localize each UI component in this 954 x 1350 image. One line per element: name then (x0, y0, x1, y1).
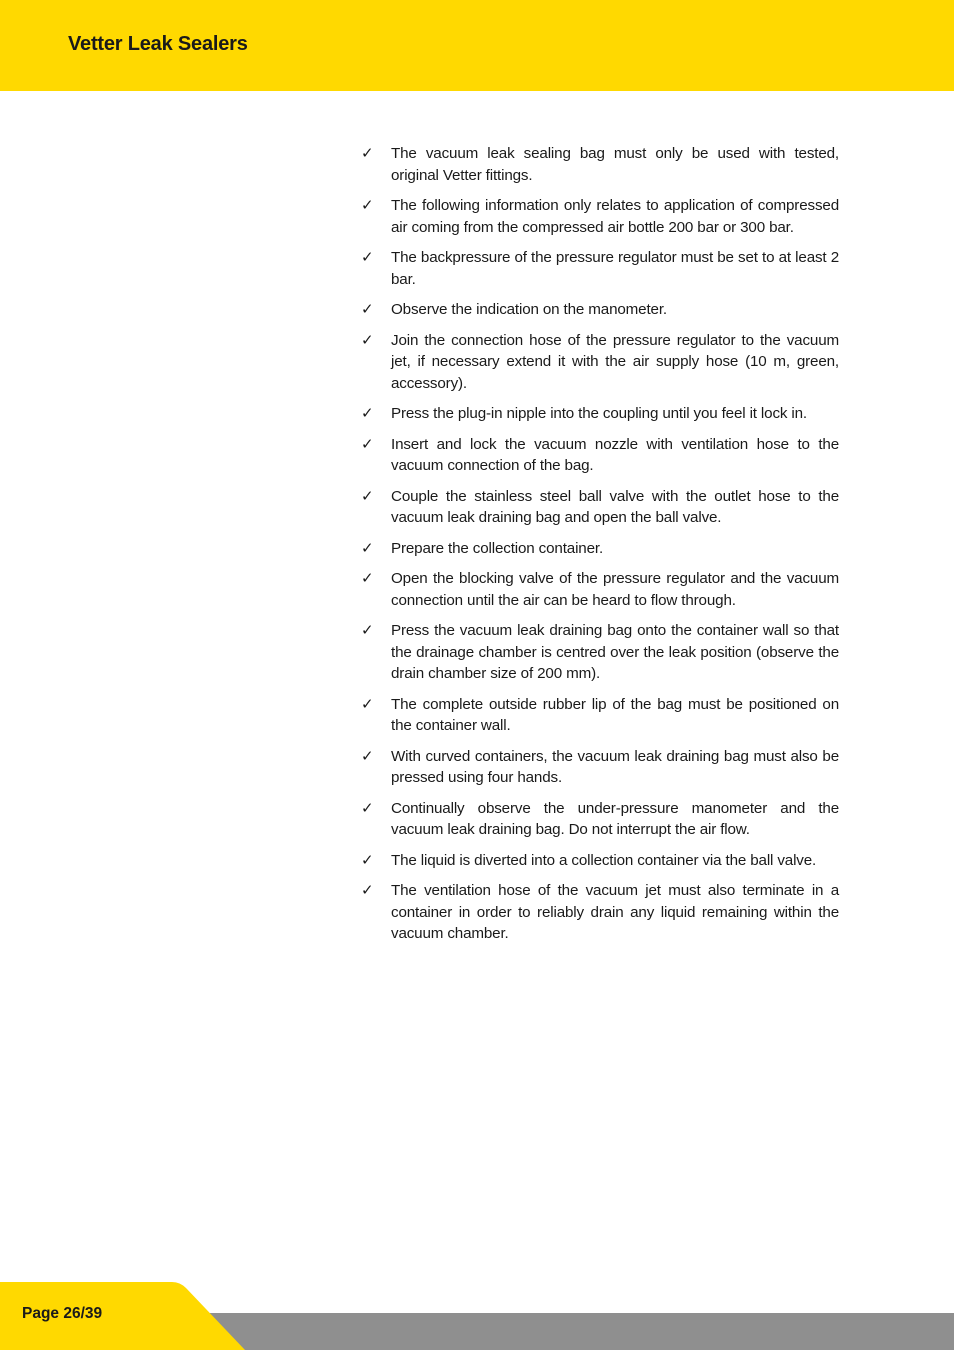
list-item (361, 247, 839, 290)
list-item-text: Join the connection hose of the pressure regulator to the vacuum jet, if necessary extend it with the air supply hose (10 m, green, accessory). (391, 331, 839, 392)
list-item-text: The backpressure of the pressure regulator must be set to at least 2 bar. (391, 249, 839, 288)
list-item-text: The complete outside rubber lip of the bag must be positioned on the container wall. (391, 695, 839, 734)
checkmark-icon: ✓ (361, 486, 374, 505)
checkmark-icon: ✓ (361, 881, 374, 899)
list-item (361, 299, 839, 321)
list-item-text: The ventilation hose of the vacuum jet must also terminate in a container in order to reliably drain any liquid remaining within the vacuum chamber. (391, 882, 839, 942)
list-item (361, 143, 839, 186)
list-item-text: Couple the stainless steel ball valve with the outlet hose to the vacuum leak draining bag and open the ball valve. (391, 487, 839, 526)
list-item (361, 568, 839, 611)
checkmark-icon: ✓ (361, 144, 374, 162)
list-item-text: Continually observe the under-pressure manometer and the vacuum leak draining bag. Do not interrupt the air flow. (391, 799, 839, 838)
checkmark-icon: ✓ (361, 196, 374, 214)
page-number: Page 26/39 (22, 1305, 103, 1322)
list-item (361, 746, 839, 789)
instruction-list (361, 143, 839, 954)
list-item-text: Press the vacuum leak draining bag onto the container wall so that the drainage chamber is centred over the leak position (observe the drain chamber size of 200 mm). (391, 622, 839, 682)
list-item (361, 798, 839, 841)
list-item-text: The following information only relates to application of compressed air coming from the compressed air bottle 200 bar or 300 bar. (391, 197, 839, 236)
list-item-text: With curved containers, the vacuum leak draining bag must also be pressed using four hands. (391, 747, 839, 786)
list-item-text: Prepare the collection container. (391, 539, 604, 557)
list-item (361, 403, 839, 425)
list-item (361, 880, 839, 945)
list-item (361, 486, 839, 529)
list-item-text: Insert and lock the vacuum nozzle with ventilation hose to the vacuum connection of the bag. (391, 435, 839, 474)
footer-gray-bar (200, 1313, 954, 1350)
list-item (361, 434, 839, 477)
list-item-text: Observe the indication on the manometer. (391, 301, 667, 318)
checkmark-icon: ✓ (361, 850, 374, 869)
header-title: Vetter Leak Sealers (68, 33, 248, 55)
list-item (361, 620, 839, 685)
list-item (361, 850, 839, 872)
list-item-text: The liquid is diverted into a collection container via the ball valve. (391, 851, 817, 869)
checkmark-icon: ✓ (361, 434, 374, 453)
list-item (361, 330, 839, 395)
checkmark-icon: ✓ (361, 569, 374, 587)
checkmark-icon: ✓ (361, 300, 374, 318)
list-item (361, 694, 839, 737)
checkmark-icon: ✓ (361, 538, 374, 557)
checkmark-icon: ✓ (361, 746, 374, 765)
list-item-text: Open the blocking valve of the pressure regulator and the vacuum connection until the air can be heard to flow through. (391, 570, 839, 609)
checkmark-icon: ✓ (361, 404, 374, 422)
checkmark-icon: ✓ (361, 694, 374, 713)
checkmark-icon: ✓ (361, 248, 374, 266)
list-item (361, 195, 839, 238)
checkmark-icon: ✓ (361, 330, 374, 349)
list-item-text: Press the plug-in nipple into the coupling until you feel it lock in. (391, 405, 807, 422)
list-item (361, 538, 839, 560)
list-item-text: The vacuum leak sealing bag must only be used with tested, original Vetter fittings. (391, 145, 839, 184)
checkmark-icon: ✓ (361, 621, 374, 639)
checkmark-icon: ✓ (361, 798, 374, 817)
page-header (0, 0, 954, 91)
